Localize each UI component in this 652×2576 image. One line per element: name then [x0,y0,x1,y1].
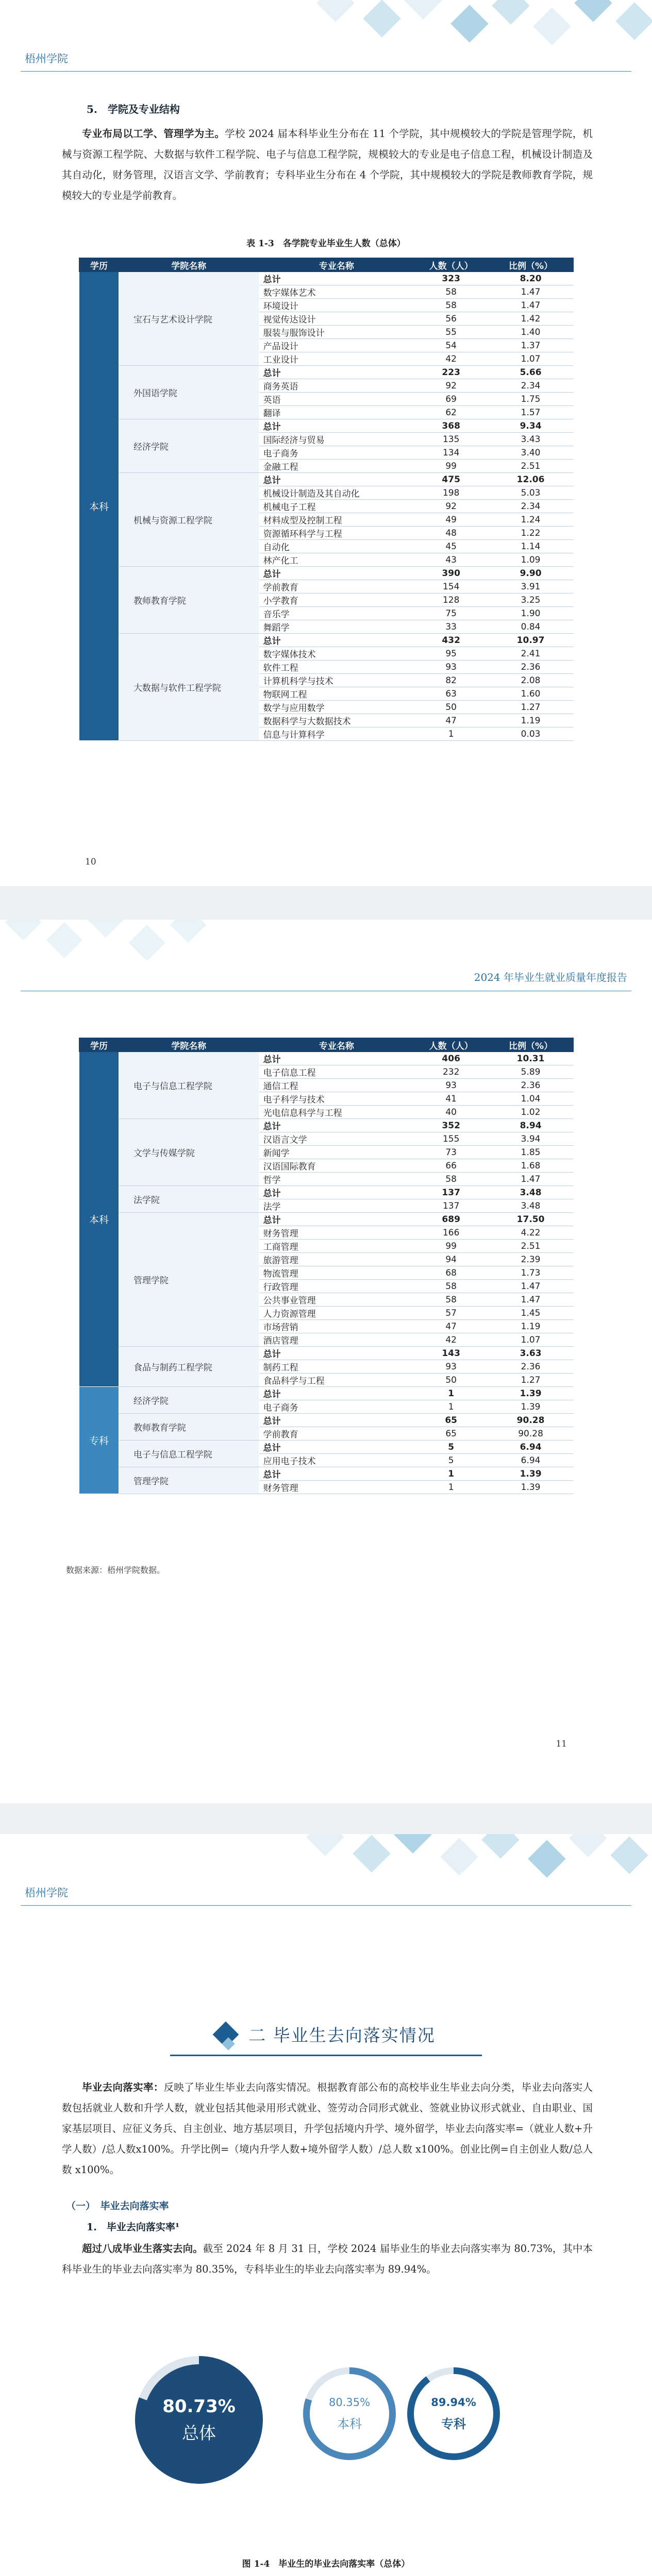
major-cell: 电子信息工程 [259,1065,414,1079]
ratio-cell: 1.39 [488,1387,574,1400]
header-school-name: 梧州学院 [25,53,68,65]
header-ratio: 比例（%） [488,258,574,272]
count-cell: 155 [414,1132,488,1146]
count-cell: 69 [414,393,488,406]
college-cell: 经济学院 [119,419,259,473]
header-report-title: 2024 年毕业生就业质量年度报告 [474,971,627,984]
count-cell: 92 [414,379,488,393]
count-cell: 58 [414,1280,488,1293]
ratio-cell: 1.60 [488,687,574,701]
ring-total-value: 80.73% [162,2396,236,2417]
major-cell: 行政管理 [259,1280,414,1293]
count-cell: 198 [414,486,488,500]
count-cell: 58 [414,299,488,312]
ratio-cell: 2.36 [488,1079,574,1092]
major-cell: 总计 [259,567,414,580]
chapter-title: 二 毕业生去向落实情况 [248,2025,436,2045]
major-cell: 环境设计 [259,299,414,312]
major-cell: 总计 [259,634,414,647]
ratio-cell: 1.47 [488,285,574,299]
ratio-cell: 1.47 [488,1173,574,1186]
college-cell: 管理学院 [119,1213,259,1347]
chapter-heading [0,2022,652,2053]
major-cell: 物联网工程 [259,687,414,701]
major-cell: 服装与服饰设计 [259,326,414,339]
count-cell: 73 [414,1146,488,1159]
count-cell: 92 [414,500,488,513]
college-cell: 经济学院 [119,1387,259,1414]
count-cell: 1 [414,1400,488,1414]
major-cell: 音乐学 [259,607,414,620]
major-cell: 金融工程 [259,460,414,473]
count-cell: 1 [414,1481,488,1494]
section-heading: 5. 学院及专业结构 [87,103,180,115]
ratio-cell: 1.90 [488,607,574,620]
count-cell: 223 [414,366,488,379]
major-cell: 舞蹈学 [259,620,414,634]
count-cell: 45 [414,540,488,553]
count-cell: 57 [414,1307,488,1320]
table-row [79,1347,574,1360]
major-cell: 电子商务 [259,1400,414,1414]
ring-junior-college-label: 专科 [441,2416,466,2431]
ratio-cell: 9.90 [488,567,574,580]
table-row [79,1467,574,1481]
count-cell: 99 [414,1240,488,1253]
major-cell: 英语 [259,393,414,406]
ratio-cell: 1.04 [488,1092,574,1106]
college-cell: 电子与信息工程学院 [119,1440,259,1467]
count-cell: 62 [414,406,488,419]
major-cell: 食品科学与工程 [259,1374,414,1387]
count-cell: 352 [414,1119,488,1132]
result-lead: 超过八成毕业生落实去向。 [82,2243,203,2255]
count-cell: 95 [414,647,488,660]
major-cell: 工业设计 [259,352,414,366]
count-cell: 93 [414,1360,488,1374]
count-cell: 58 [414,1173,488,1186]
ratio-cell: 1.68 [488,1159,574,1173]
count-cell: 128 [414,594,488,607]
major-cell: 资源循环科学与工程 [259,527,414,540]
count-cell: 63 [414,687,488,701]
ratio-cell: 3.43 [488,433,574,446]
count-cell: 54 [414,339,488,352]
major-cell: 总计 [259,1387,414,1400]
subsubsection-heading: 1. 毕业去向落实率¹ [87,2222,180,2233]
count-cell: 143 [414,1347,488,1360]
count-cell: 47 [414,1320,488,1333]
ratio-cell: 1.42 [488,312,574,326]
count-cell: 5 [414,1454,488,1467]
table-row [79,634,574,647]
ratio-cell: 10.97 [488,634,574,647]
major-cell: 人力资源管理 [259,1307,414,1320]
header-count: 人数（人） [414,258,488,272]
ring-total-label: 总体 [182,2422,216,2443]
count-cell: 93 [414,1079,488,1092]
count-cell: 154 [414,580,488,594]
major-cell: 总计 [259,473,414,486]
ratio-cell: 1.09 [488,553,574,567]
ratio-cell: 1.07 [488,1333,574,1347]
ring-undergraduate-label: 本科 [337,2416,362,2431]
definition-body: 反映了毕业生毕业去向落实情况。根据教育部公布的高校毕业生毕业去向分类，毕业去向落实人数包括就业人数和升学人数，就业包括其他录用形式就业、签劳动合同形式就业、签就业协议形式就业、自由职业、国家基层项目、应征义务兵、自主创业、地方基层项目，升学包括境内升学、境外留学，毕业去向落实率=（就业人数+升学人数）/总人数x100%。升学比例=（境内升学人数+境外留学人数）/总人数 x100%。创业比例=自主创业人数/总人数 x100%。 [62,2081,593,2176]
major-cell: 软件工程 [259,660,414,674]
major-cell: 数学与应用数学 [259,701,414,714]
college-cell: 教师教育学院 [119,1414,259,1440]
ratio-cell: 8.94 [488,1119,574,1132]
count-cell: 166 [414,1226,488,1240]
subsection-heading: （一） 毕业去向落实率 [66,2200,169,2212]
major-cell: 公共事业管理 [259,1293,414,1307]
count-cell: 406 [414,1052,488,1065]
page-number: 11 [556,1739,567,1749]
college-cell: 食品与制药工程学院 [119,1347,259,1387]
ring-junior-college-value: 89.94% [431,2396,476,2409]
major-cell: 汉语国际教育 [259,1159,414,1173]
major-cell: 总计 [259,1119,414,1132]
ratio-cell: 1.39 [488,1467,574,1481]
ratio-cell: 1.27 [488,701,574,714]
ratio-cell: 0.84 [488,620,574,634]
ratio-cell: 4.22 [488,1226,574,1240]
ratio-cell: 1.37 [488,339,574,352]
ratio-cell: 2.34 [488,379,574,393]
count-cell: 43 [414,553,488,567]
major-cell: 总计 [259,1467,414,1481]
table-row [79,1440,574,1454]
header-college: 学院名称 [119,258,259,272]
major-cell: 商务英语 [259,379,414,393]
ratio-cell: 2.41 [488,647,574,660]
ratio-cell: 9.34 [488,419,574,433]
ratio-cell: 3.91 [488,580,574,594]
ring-junior-college [407,2367,500,2460]
page-10 [0,0,652,886]
ratio-cell: 2.51 [488,460,574,473]
major-cell: 制药工程 [259,1360,414,1374]
count-cell: 135 [414,433,488,446]
major-cell: 国际经济与贸易 [259,433,414,446]
header-level: 学历 [79,1038,119,1052]
table-row [79,567,574,580]
ratio-cell: 1.14 [488,540,574,553]
header-school-name: 梧州学院 [25,1887,68,1899]
major-cell: 总计 [259,1347,414,1360]
major-cell: 汉语言文学 [259,1132,414,1146]
count-cell: 1 [414,1387,488,1400]
count-cell: 65 [414,1414,488,1427]
major-cell: 电子商务 [259,446,414,460]
major-cell: 总计 [259,1440,414,1454]
ratio-cell: 2.51 [488,1240,574,1253]
ratio-cell: 1.19 [488,1320,574,1333]
major-cell: 财务管理 [259,1226,414,1240]
major-count-table-2 [79,1038,574,1494]
table-row [79,473,574,486]
major-cell: 视觉传达设计 [259,312,414,326]
major-cell: 林产化工 [259,553,414,567]
major-cell: 信息与计算科学 [259,727,414,741]
ratio-cell: 2.36 [488,1360,574,1374]
header-decoration [291,0,652,77]
major-cell: 旅游管理 [259,1253,414,1266]
ratio-cell: 1.47 [488,1293,574,1307]
college-cell: 管理学院 [119,1467,259,1494]
major-cell: 哲学 [259,1173,414,1186]
ratio-cell: 3.63 [488,1347,574,1360]
chapter-rule [170,2055,482,2056]
ratio-cell: 5.03 [488,486,574,500]
count-cell: 689 [414,1213,488,1226]
major-cell: 学前教育 [259,580,414,594]
count-cell: 368 [414,419,488,433]
count-cell: 75 [414,607,488,620]
major-cell: 总计 [259,1052,414,1065]
count-cell: 68 [414,1266,488,1280]
major-cell: 机械设计制造及其自动化 [259,486,414,500]
major-cell: 自动化 [259,540,414,553]
count-cell: 1 [414,727,488,741]
major-cell: 工商管理 [259,1240,414,1253]
table-row [79,1186,574,1199]
major-cell: 总计 [259,366,414,379]
count-cell: 50 [414,1374,488,1387]
result-paragraph [62,2239,593,2280]
count-cell: 55 [414,326,488,339]
table-row [79,1052,574,1065]
paragraph-lead: 专业布局以工学、管理学为主。 [82,128,225,140]
ratio-cell: 6.94 [488,1440,574,1454]
major-count-table-1 [79,258,574,741]
ratio-cell: 12.06 [488,473,574,486]
college-cell: 文学与传媒学院 [119,1119,259,1186]
page-11 [0,920,652,1803]
college-cell: 大数据与软件工程学院 [119,634,259,741]
header-level: 学历 [79,258,119,272]
ratio-cell: 2.39 [488,1253,574,1266]
major-cell: 市场营销 [259,1320,414,1333]
college-cell: 外国语学院 [119,366,259,419]
count-cell: 33 [414,620,488,634]
major-cell: 总计 [259,1414,414,1427]
count-cell: 94 [414,1253,488,1266]
header-count: 人数（人） [414,1038,488,1052]
major-cell: 材料成型及控制工程 [259,513,414,527]
ratio-cell: 3.48 [488,1199,574,1213]
ratio-cell: 1.75 [488,393,574,406]
header-major: 专业名称 [259,1038,414,1052]
figure-caption: 图 1-4 毕业生的毕业去向落实率（总体） [242,2559,410,2569]
ratio-cell: 90.28 [488,1414,574,1427]
count-cell: 47 [414,714,488,727]
level-cell: 本科 [79,272,119,741]
count-cell: 58 [414,1293,488,1307]
ratio-cell: 1.73 [488,1266,574,1280]
major-cell: 酒店管理 [259,1333,414,1347]
major-cell: 总计 [259,1213,414,1226]
count-cell: 134 [414,446,488,460]
ratio-cell: 8.20 [488,272,574,285]
major-cell: 通信工程 [259,1079,414,1092]
major-cell: 学前教育 [259,1427,414,1440]
ratio-cell: 1.27 [488,1374,574,1387]
count-cell: 41 [414,1092,488,1106]
ratio-cell: 0.03 [488,727,574,741]
ratio-cell: 6.94 [488,1454,574,1467]
count-cell: 1 [414,1467,488,1481]
header-ratio: 比例（%） [488,1038,574,1052]
count-cell: 99 [414,460,488,473]
count-cell: 390 [414,567,488,580]
count-cell: 40 [414,1106,488,1119]
count-cell: 137 [414,1186,488,1199]
result-body: 截至 2024 年 8 月 31 日，学校 2024 届毕业生的毕业去向落实率为 80.73%，其中本科毕业生的毕业去向落实率为 80.35%，专科毕业生的毕业去向落实率为 89.94%。 [62,2243,593,2275]
ratio-cell: 3.40 [488,446,574,460]
table-row [79,272,574,285]
count-cell: 48 [414,527,488,540]
count-cell: 323 [414,272,488,285]
major-cell: 数字媒体技术 [259,647,414,660]
major-cell: 新闻学 [259,1146,414,1159]
count-cell: 56 [414,312,488,326]
table-row [79,366,574,379]
major-cell: 数据科学与大数据技术 [259,714,414,727]
college-cell: 教师教育学院 [119,567,259,634]
ratio-cell: 2.34 [488,500,574,513]
data-source: 数据来源：梧州学院数据。 [66,1565,165,1575]
major-cell: 法学 [259,1199,414,1213]
definition-lead: 毕业去向落实率： [82,2081,164,2093]
ratio-cell: 17.50 [488,1213,574,1226]
ring-undergraduate [303,2367,396,2460]
count-cell: 58 [414,285,488,299]
major-cell: 翻译 [259,406,414,419]
major-cell: 财务管理 [259,1481,414,1494]
ratio-cell: 5.89 [488,1065,574,1079]
count-cell: 66 [414,1159,488,1173]
level-cell: 本科 [79,1052,119,1387]
ratio-cell: 1.22 [488,527,574,540]
college-cell: 法学院 [119,1186,259,1213]
count-cell: 137 [414,1199,488,1213]
count-cell: 232 [414,1065,488,1079]
ratio-cell: 2.36 [488,660,574,674]
ratio-cell: 1.07 [488,352,574,366]
header-college: 学院名称 [119,1038,259,1052]
page-number: 10 [85,857,96,867]
ratio-cell: 3.94 [488,1132,574,1146]
level-cell: 专科 [79,1387,119,1494]
college-cell: 电子与信息工程学院 [119,1052,259,1119]
header-rule [21,71,631,72]
college-cell: 机械与资源工程学院 [119,473,259,567]
table-row [79,1414,574,1427]
page-12 [0,1834,652,2576]
ratio-cell: 1.02 [488,1106,574,1119]
major-cell: 物流管理 [259,1266,414,1280]
table-row [79,419,574,433]
ratio-cell: 3.48 [488,1186,574,1199]
ratio-cell: 1.45 [488,1307,574,1320]
table-row [79,1119,574,1132]
paragraph-structure [62,124,593,206]
ratio-cell: 1.47 [488,1280,574,1293]
ratio-cell: 1.47 [488,299,574,312]
major-cell: 产品设计 [259,339,414,352]
count-cell: 82 [414,674,488,687]
ring-total [135,2356,263,2484]
major-cell: 总计 [259,272,414,285]
ratio-cell: 1.39 [488,1481,574,1494]
major-cell: 应用电子技术 [259,1454,414,1467]
ratio-cell: 1.24 [488,513,574,527]
ratio-cell: 5.66 [488,366,574,379]
ratio-cell: 1.39 [488,1400,574,1414]
count-cell: 42 [414,1333,488,1347]
count-cell: 50 [414,701,488,714]
ratio-cell: 10.31 [488,1052,574,1065]
header-decoration [0,920,216,997]
header-decoration [291,1834,652,1911]
count-cell: 475 [414,473,488,486]
ratio-cell: 1.19 [488,714,574,727]
ratio-cell: 1.40 [488,326,574,339]
count-cell: 432 [414,634,488,647]
table-row [79,1387,574,1400]
count-cell: 42 [414,352,488,366]
count-cell: 49 [414,513,488,527]
major-cell: 小学教育 [259,594,414,607]
ratio-cell: 2.08 [488,674,574,687]
major-cell: 总计 [259,1186,414,1199]
table-row [79,1213,574,1226]
count-cell: 5 [414,1440,488,1454]
ratio-cell: 1.85 [488,1146,574,1159]
ratio-cell: 3.25 [488,594,574,607]
ratio-cell: 1.57 [488,406,574,419]
header-major: 专业名称 [259,258,414,272]
major-cell: 总计 [259,419,414,433]
ring-undergraduate-value: 80.35% [328,2396,371,2409]
ratio-cell: 90.28 [488,1427,574,1440]
header-rule [21,1905,631,1906]
major-cell: 计算机科学与技术 [259,674,414,687]
college-cell: 宝石与艺术设计学院 [119,272,259,366]
paragraph-body: 学校 2024 届本科毕业生分布在 11 个学院，其中规模较大的学院是管理学院，机械与资源工程学院、大数据与软件工程学院、电子与信息工程学院，规模较大的专业是电子信息工程，机械设计制造及其自动化，财务管理，汉语言文学、学前教育；专科毕业生分布在 4 个学院，其中规模较大的学院是教师教育学院，规模较大的专业是学前教育。 [62,128,593,201]
definition-paragraph [62,2077,593,2180]
major-cell: 机械电子工程 [259,500,414,513]
major-cell: 电子科学与技术 [259,1092,414,1106]
table-caption: 表 1-3 各学院专业毕业生人数（总体） [246,239,406,249]
count-cell: 93 [414,660,488,674]
major-cell: 光电信息科学与工程 [259,1106,414,1119]
major-cell: 数字媒体艺术 [259,285,414,299]
count-cell: 65 [414,1427,488,1440]
